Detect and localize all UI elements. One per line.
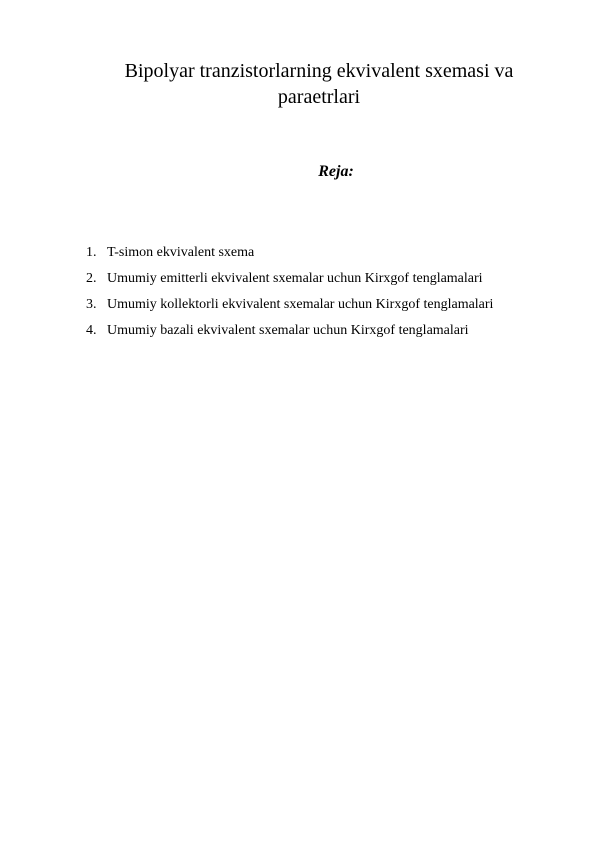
list-item [86,292,566,318]
plan-list [86,240,566,344]
list-item-text: T-simon ekvivalent sxema [107,245,255,260]
list-item-text: Umumiy kollektorli ekvivalent sxemalar uchun Kirxgof tenglamalari [107,297,494,312]
list-item-number: 1. [86,245,97,260]
list-item-number: 2. [86,271,97,286]
list-item-number: 3. [86,297,97,312]
document-title: Bipolyar tranzistorlarning ekvivalent sxemasi va paraetrlari [124,60,514,108]
list-item [86,240,566,266]
list-item [86,318,566,344]
list-item-number: 4. [86,323,97,338]
list-item [86,266,566,292]
list-item-text: Umumiy emitterli ekvivalent sxemalar uchun Kirxgof tenglamalari [107,271,483,286]
list-item-text: Umumiy bazali ekvivalent sxemalar uchun Kirxgof tenglamalari [107,323,469,338]
plan-heading: Reja: [318,163,354,180]
